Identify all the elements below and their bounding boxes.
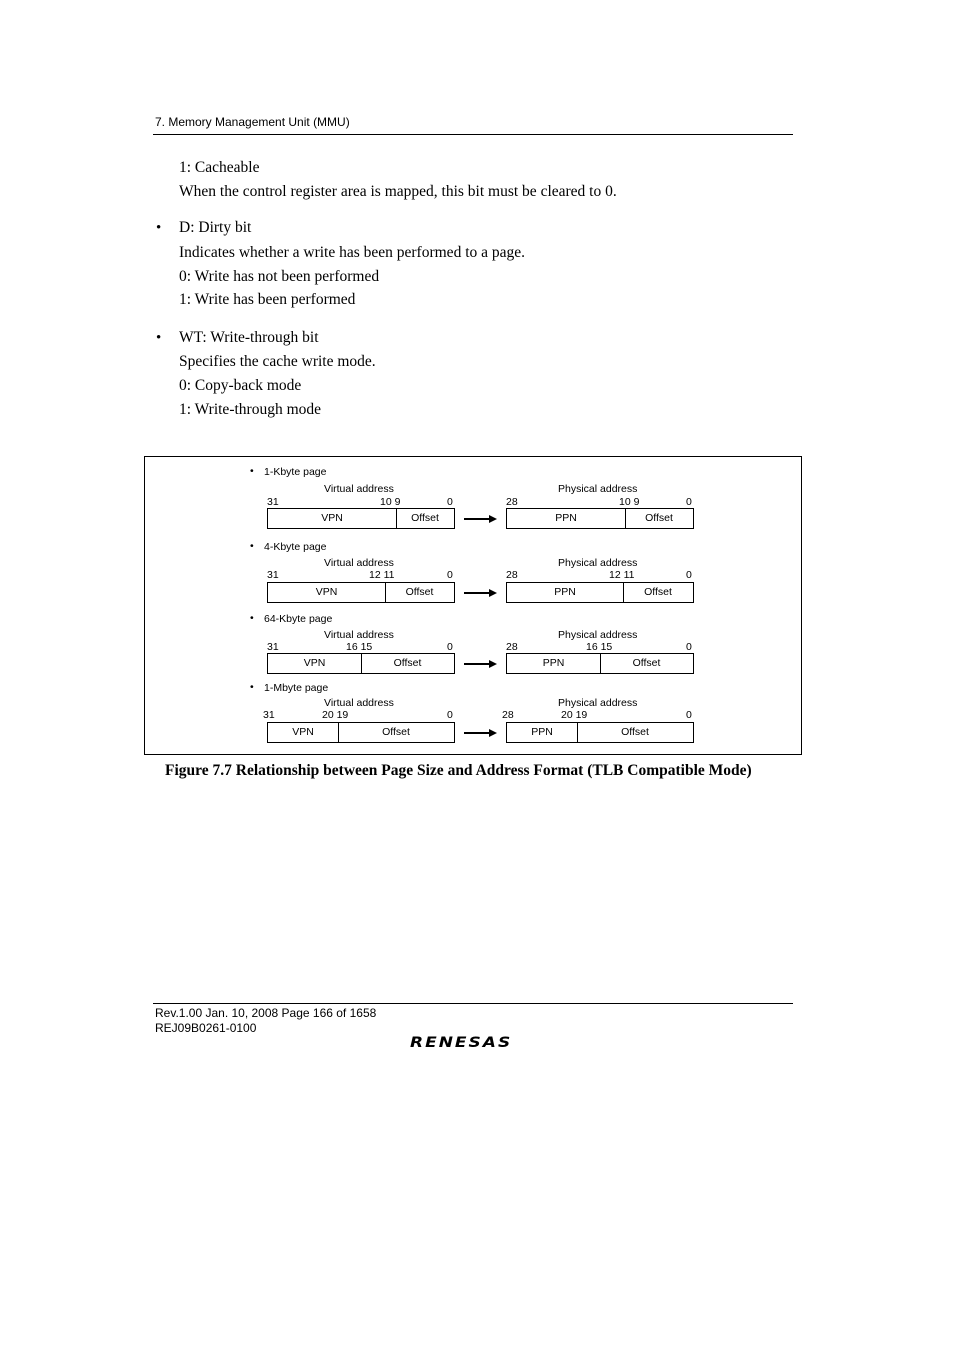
- running-header: 7. Memory Management Unit (MMU): [155, 115, 350, 129]
- physical-address-label: Physical address: [558, 557, 638, 569]
- arrow-icon: [463, 512, 499, 526]
- physical-address-field: [506, 582, 694, 603]
- d-bit-desc: Indicates whether a write has been performed to a page.: [179, 244, 526, 261]
- bit-split-physical: 12 11: [609, 569, 635, 581]
- physical-address-label: Physical address: [558, 697, 638, 709]
- bit-split-physical: 20 19: [561, 709, 588, 721]
- bit-low-virtual: 0: [447, 709, 453, 721]
- ppn-cell: PPN: [531, 726, 553, 738]
- renesas-logo-text: RENESAS: [410, 1034, 513, 1051]
- bit-split-virtual: 12 11: [369, 569, 395, 581]
- vpn-cell: VPN: [303, 657, 326, 669]
- bit-high-virtual: 31: [267, 496, 279, 508]
- bit-high-physical: 28: [502, 709, 514, 721]
- page-size-title: 64-Kbyte page: [264, 613, 333, 625]
- page-size-title: 4-Kbyte page: [264, 541, 327, 553]
- row-bullet: •: [250, 612, 254, 624]
- header-rule: [153, 134, 793, 135]
- virtual-address-label: Virtual address: [324, 557, 394, 569]
- page-size-title: 1-Mbyte page: [264, 682, 329, 694]
- wt-bit-value-1: 1: Write-through mode: [179, 401, 322, 418]
- vpn-cell: VPN: [292, 726, 314, 738]
- bit-split-virtual: 10 9: [380, 496, 401, 508]
- physical-address-field: [506, 722, 694, 743]
- bit-split-virtual: 20 19: [322, 709, 349, 721]
- offset-cell: Offset: [382, 726, 410, 738]
- physical-address-label: Physical address: [558, 483, 638, 495]
- ppn-cell: PPN: [554, 586, 576, 598]
- ppn-cell: PPN: [555, 512, 577, 524]
- page-size-title: 1-Kbyte page: [264, 466, 327, 478]
- bit-low-virtual: 0: [447, 569, 453, 581]
- bit-high-virtual: 31: [267, 641, 279, 653]
- wt-bit-value-0: 0: Copy-back mode: [179, 377, 302, 394]
- wt-bit-title: WT: Write-through bit: [179, 329, 319, 346]
- bullet-dot: •: [156, 220, 162, 236]
- bit-low-physical: 0: [686, 709, 692, 721]
- bit-low-physical: 0: [686, 641, 692, 653]
- d-bit-value-0: 0: Write has not been performed: [179, 268, 380, 285]
- vpn-cell: VPN: [321, 512, 343, 524]
- virtual-address-field: [267, 508, 455, 529]
- wt-bit-desc: Specifies the cache write mode.: [179, 353, 376, 370]
- arrow-icon: [463, 586, 499, 600]
- bit-low-physical: 0: [686, 569, 692, 581]
- virtual-address-label: Virtual address: [324, 629, 394, 641]
- virtual-address-field: [267, 653, 455, 674]
- document-id: REJ09B0261-0100: [155, 1021, 257, 1035]
- bit-high-physical: 28: [506, 641, 518, 653]
- renesas-logo: [410, 1034, 536, 1056]
- bit-high-virtual: 31: [263, 709, 275, 721]
- figure-caption: Figure 7.7 Relationship between Page Size and Address Format (TLB Compatible Mode): [165, 762, 752, 779]
- offset-cell: Offset: [411, 512, 439, 524]
- d-bit-title: D: Dirty bit: [179, 219, 252, 236]
- offset-cell: Offset: [645, 512, 673, 524]
- virtual-address-label: Virtual address: [324, 483, 394, 495]
- bit-high-virtual: 31: [267, 569, 279, 581]
- bit-low-physical: 0: [686, 496, 692, 508]
- arrow-icon: [463, 726, 499, 740]
- physical-address-field: [506, 508, 694, 529]
- bit-split-physical: 16 15: [586, 641, 613, 653]
- offset-cell: Offset: [644, 586, 672, 598]
- revision-info: Rev.1.00 Jan. 10, 2008 Page 166 of 1658: [155, 1006, 377, 1020]
- bit-split-virtual: 16 15: [346, 641, 373, 653]
- bullet-dot: •: [156, 330, 162, 346]
- physical-address-field: [506, 653, 694, 674]
- bit-low-virtual: 0: [447, 496, 453, 508]
- figure-frame: [144, 456, 802, 755]
- d-bit-value-1: 1: Write has been performed: [179, 291, 356, 308]
- bit-high-physical: 28: [506, 569, 518, 581]
- virtual-address-field: [267, 722, 455, 743]
- offset-cell: Offset: [621, 726, 649, 738]
- control-register-note: When the control register area is mapped, this bit must be cleared to 0.: [179, 183, 617, 200]
- offset-cell: Offset: [632, 657, 661, 669]
- footer-rule: [153, 1003, 793, 1004]
- virtual-address-label: Virtual address: [324, 697, 394, 709]
- row-bullet: •: [250, 465, 254, 477]
- virtual-address-field: [267, 582, 455, 603]
- bit-high-physical: 28: [506, 496, 518, 508]
- bit-split-physical: 10 9: [619, 496, 640, 508]
- offset-cell: Offset: [393, 657, 422, 669]
- physical-address-label: Physical address: [558, 629, 638, 641]
- bit-low-virtual: 0: [447, 641, 453, 653]
- row-bullet: •: [250, 681, 254, 693]
- arrow-icon: [463, 657, 499, 671]
- cacheable-line: 1: Cacheable: [179, 159, 260, 176]
- vpn-cell: VPN: [315, 586, 338, 598]
- ppn-cell: PPN: [542, 657, 565, 669]
- row-bullet: •: [250, 540, 254, 552]
- offset-cell: Offset: [405, 586, 434, 598]
